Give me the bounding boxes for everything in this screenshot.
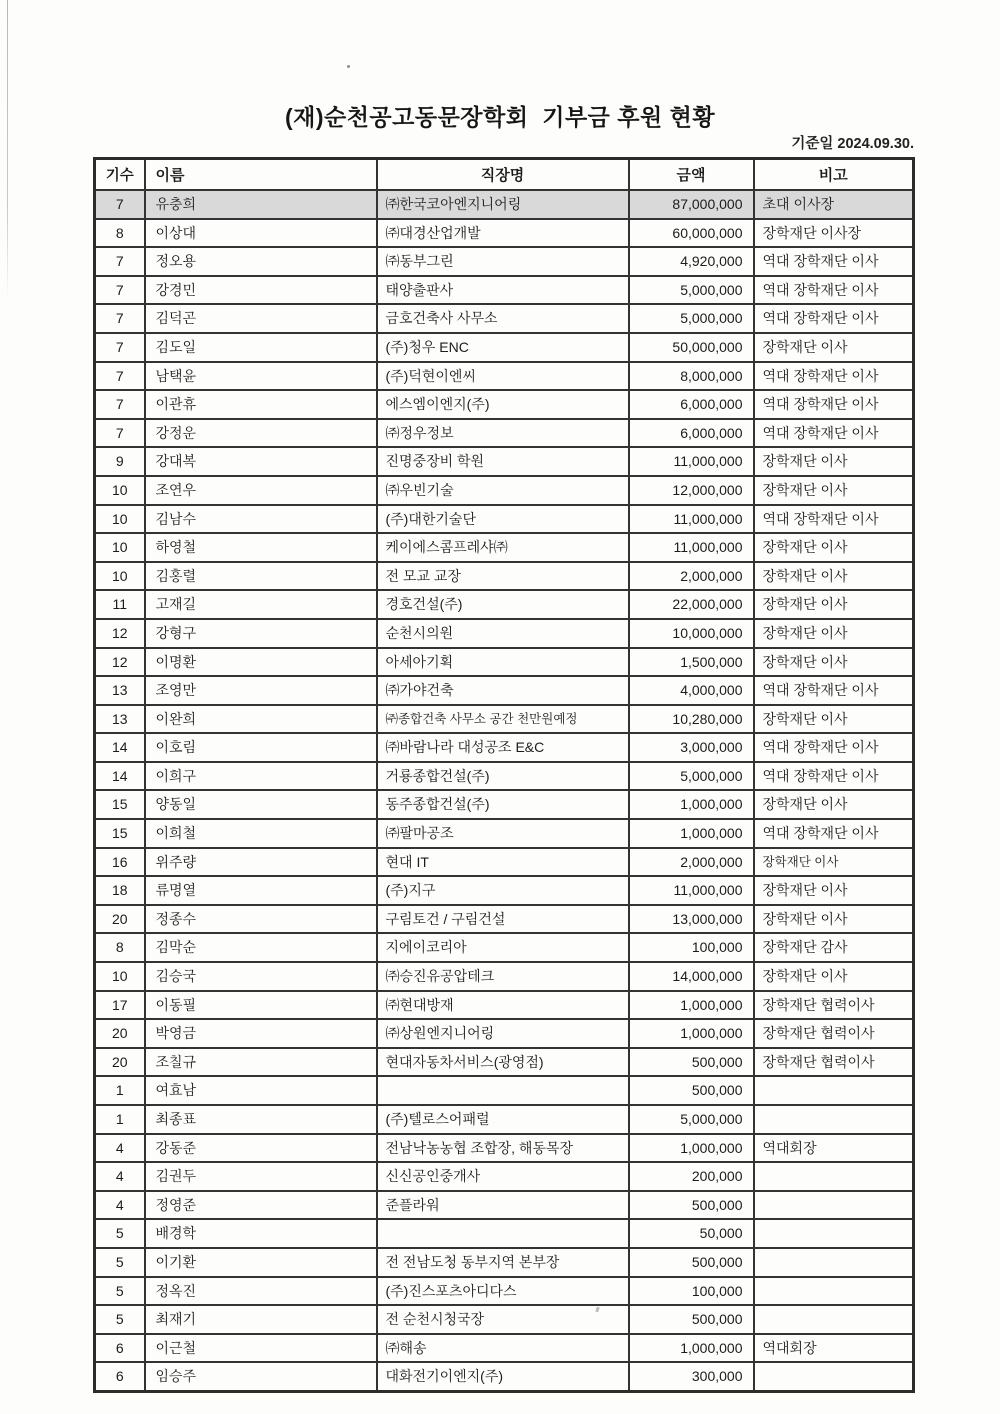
cell-note: 장학재단 이사: [754, 648, 914, 677]
cell-name: 이동필: [145, 991, 377, 1020]
table-row: [95, 1362, 914, 1391]
cell-workplace: 전남낙농농협 조합장, 해동목장: [377, 1134, 629, 1163]
cell-gisu: 18: [95, 876, 145, 905]
cell-note: 장학재단 이사: [754, 533, 914, 562]
cell-note: 장학재단 이사: [754, 876, 914, 905]
cell-workplace: (주)진스포츠아디다스: [377, 1277, 629, 1306]
cell-name: 최재기: [145, 1305, 377, 1334]
table-row: [95, 648, 914, 677]
cell-note: 역대 장학재단 이사: [754, 733, 914, 762]
cell-amount: 3,000,000: [629, 733, 754, 762]
cell-name: 임승주: [145, 1362, 377, 1391]
cell-amount: 1,000,000: [629, 1134, 754, 1163]
cell-amount: 500,000: [629, 1248, 754, 1277]
cell-name: 정영준: [145, 1191, 377, 1220]
cell-amount: 500,000: [629, 1076, 754, 1105]
cell-workplace: ㈜우빈기술: [377, 476, 629, 505]
cell-gisu: 4: [95, 1134, 145, 1163]
cell-name: 김막순: [145, 933, 377, 962]
cell-workplace: 에스엠이엔지(주): [377, 390, 629, 419]
cell-amount: 14,000,000: [629, 962, 754, 991]
cell-workplace: ㈜동부그린: [377, 247, 629, 276]
cell-workplace: ㈜승진유공압테크: [377, 962, 629, 991]
cell-gisu: 7: [95, 390, 145, 419]
cell-workplace: ㈜한국코아엔지니어링: [377, 190, 629, 219]
cell-name: 조연우: [145, 476, 377, 505]
cell-name: 이희철: [145, 819, 377, 848]
cell-name: 이관휴: [145, 390, 377, 419]
cell-workplace: 신신공인중개사: [377, 1162, 629, 1191]
cell-workplace: 구림토건 / 구림건설: [377, 905, 629, 934]
page-title: (재)순천공고동문장학회 기부금 후원 현황: [284, 104, 716, 130]
cell-workplace: [377, 1076, 629, 1105]
cell-gisu: 7: [95, 247, 145, 276]
cell-note: 초대 이사장: [754, 190, 914, 219]
donation-table: [93, 157, 915, 1393]
cell-workplace: ㈜바람나라 대성공조 E&C: [377, 733, 629, 762]
cell-workplace: 현대자동차서비스(광영점): [377, 1048, 629, 1077]
cell-note: [754, 1219, 914, 1248]
cell-workplace: ㈜팔마공조: [377, 819, 629, 848]
table-row: [95, 1019, 914, 1048]
cell-amount: 5,000,000: [629, 304, 754, 333]
cell-note: 역대 장학재단 이사: [754, 304, 914, 333]
cell-gisu: 10: [95, 962, 145, 991]
cell-amount: 1,000,000: [629, 790, 754, 819]
table-row: [95, 848, 914, 877]
table-row: [95, 933, 914, 962]
cell-gisu: 5: [95, 1277, 145, 1306]
cell-note: 장학재단 감사: [754, 933, 914, 962]
table-row: [95, 190, 914, 219]
table-row: [95, 790, 914, 819]
cell-amount: 4,000,000: [629, 676, 754, 705]
cell-name: 하영철: [145, 533, 377, 562]
cell-amount: 1,000,000: [629, 1019, 754, 1048]
table-row: [95, 390, 914, 419]
table-row: [95, 1305, 914, 1334]
header-name: 이름: [145, 159, 377, 191]
cell-workplace: 지에이코리아: [377, 933, 629, 962]
cell-amount: 22,000,000: [629, 590, 754, 619]
cell-note: 장학재단 이사: [754, 905, 914, 934]
cell-name: 정오용: [145, 247, 377, 276]
header-note: 비고: [754, 159, 914, 191]
cell-note: 역대 장학재단 이사: [754, 362, 914, 391]
table-row: [95, 762, 914, 791]
cell-amount: 11,000,000: [629, 876, 754, 905]
cell-workplace: ㈜가야건축: [377, 676, 629, 705]
cell-note: 장학재단 이사: [754, 447, 914, 476]
cell-note: 장학재단 이사: [754, 333, 914, 362]
cell-workplace: 거룡종합건설(주): [377, 762, 629, 791]
cell-gisu: 5: [95, 1219, 145, 1248]
cell-name: 이희구: [145, 762, 377, 791]
cell-amount: 12,000,000: [629, 476, 754, 505]
cell-name: 양동일: [145, 790, 377, 819]
table-row: [95, 447, 914, 476]
cell-amount: 500,000: [629, 1048, 754, 1077]
cell-name: 이기환: [145, 1248, 377, 1277]
cell-gisu: 6: [95, 1362, 145, 1391]
cell-amount: 4,920,000: [629, 247, 754, 276]
cell-amount: 6,000,000: [629, 390, 754, 419]
cell-gisu: 20: [95, 1048, 145, 1077]
cell-workplace: (주)덕현이엔씨: [377, 362, 629, 391]
cell-note: 장학재단 협력이사: [754, 991, 914, 1020]
cell-gisu: 7: [95, 190, 145, 219]
cell-gisu: 16: [95, 848, 145, 877]
cell-amount: 87,000,000: [629, 190, 754, 219]
cell-gisu: 5: [95, 1305, 145, 1334]
cell-amount: 300,000: [629, 1362, 754, 1391]
cell-name: 유충희: [145, 190, 377, 219]
scan-edge-artifact: [7, 0, 8, 300]
table-body: [95, 190, 914, 1391]
cell-name: 김남수: [145, 505, 377, 534]
reference-date: 기준일 2024.09.30.: [791, 136, 914, 152]
cell-note: 역대 장학재단 이사: [754, 505, 914, 534]
cell-gisu: 13: [95, 705, 145, 734]
cell-workplace: 금호건축사 사무소: [377, 304, 629, 333]
cell-amount: 100,000: [629, 933, 754, 962]
cell-gisu: 7: [95, 419, 145, 448]
cell-workplace: ㈜상원엔지니어링: [377, 1019, 629, 1048]
cell-workplace: (주)대한기술단: [377, 505, 629, 534]
table-row: [95, 476, 914, 505]
cell-amount: 1,000,000: [629, 819, 754, 848]
cell-gisu: 15: [95, 790, 145, 819]
cell-gisu: 20: [95, 905, 145, 934]
cell-workplace: 순천시의원: [377, 619, 629, 648]
cell-note: 장학재단 협력이사: [754, 1048, 914, 1077]
cell-amount: 11,000,000: [629, 533, 754, 562]
cell-gisu: 6: [95, 1334, 145, 1363]
table-row: [95, 219, 914, 248]
table-row: [95, 1076, 914, 1105]
cell-note: 장학재단 이사: [754, 848, 914, 877]
cell-name: 배경학: [145, 1219, 377, 1248]
table-row: [95, 1162, 914, 1191]
table-row: [95, 247, 914, 276]
cell-name: 류명열: [145, 876, 377, 905]
cell-gisu: 4: [95, 1162, 145, 1191]
cell-note: [754, 1076, 914, 1105]
table-row: [95, 676, 914, 705]
cell-amount: 11,000,000: [629, 447, 754, 476]
cell-name: 박영금: [145, 1019, 377, 1048]
cell-name: 김권두: [145, 1162, 377, 1191]
cell-amount: 5,000,000: [629, 276, 754, 305]
cell-amount: 2,000,000: [629, 848, 754, 877]
cell-note: 장학재단 이사: [754, 962, 914, 991]
table-row: [95, 819, 914, 848]
cell-workplace: 동주종합건설(주): [377, 790, 629, 819]
cell-name: 위주량: [145, 848, 377, 877]
cell-workplace: (주)지구: [377, 876, 629, 905]
cell-note: 장학재단 이사: [754, 590, 914, 619]
cell-gisu: 7: [95, 362, 145, 391]
cell-amount: 500,000: [629, 1305, 754, 1334]
scan-dot-artifact: [347, 65, 350, 68]
cell-amount: 8,000,000: [629, 362, 754, 391]
cell-name: 강경민: [145, 276, 377, 305]
cell-gisu: 10: [95, 505, 145, 534]
cell-name: 김승국: [145, 962, 377, 991]
table-row: [95, 1191, 914, 1220]
cell-note: [754, 1191, 914, 1220]
cell-note: 장학재단 이사: [754, 619, 914, 648]
cell-name: 여효남: [145, 1076, 377, 1105]
cell-note: 역대 장학재단 이사: [754, 762, 914, 791]
cell-workplace: ㈜정우정보: [377, 419, 629, 448]
cell-workplace: 전 전남도청 동부지역 본부장: [377, 1248, 629, 1277]
cell-name: 강형구: [145, 619, 377, 648]
cell-gisu: 20: [95, 1019, 145, 1048]
cell-gisu: 8: [95, 933, 145, 962]
cell-gisu: 14: [95, 762, 145, 791]
table-row: [95, 1219, 914, 1248]
table-row: [95, 1334, 914, 1363]
cell-amount: 5,000,000: [629, 762, 754, 791]
cell-amount: 50,000,000: [629, 333, 754, 362]
cell-note: 장학재단 협력이사: [754, 1019, 914, 1048]
cell-gisu: 12: [95, 619, 145, 648]
header-gisu: 기수: [95, 159, 145, 191]
cell-name: 이명환: [145, 648, 377, 677]
cell-note: [754, 1305, 914, 1334]
table-row: [95, 590, 914, 619]
cell-workplace: 경호건설(주): [377, 590, 629, 619]
cell-note: 역대 장학재단 이사: [754, 276, 914, 305]
cell-amount: 100,000: [629, 1277, 754, 1306]
cell-name: 이상대: [145, 219, 377, 248]
cell-gisu: 17: [95, 991, 145, 1020]
cell-note: 역대 장학재단 이사: [754, 676, 914, 705]
cell-amount: 1,000,000: [629, 991, 754, 1020]
table-row: [95, 1048, 914, 1077]
cell-gisu: 4: [95, 1191, 145, 1220]
cell-amount: 10,280,000: [629, 705, 754, 734]
cell-workplace: 진명중장비 학원: [377, 447, 629, 476]
cell-name: 강동준: [145, 1134, 377, 1163]
cell-note: [754, 1105, 914, 1134]
cell-note: 역대 장학재단 이사: [754, 419, 914, 448]
cell-gisu: 12: [95, 648, 145, 677]
cell-amount: 13,000,000: [629, 905, 754, 934]
cell-workplace: (주)텔로스어패럴: [377, 1105, 629, 1134]
table-row: [95, 1277, 914, 1306]
table-row: [95, 533, 914, 562]
cell-amount: 1,500,000: [629, 648, 754, 677]
table-row: [95, 562, 914, 591]
cell-note: [754, 1362, 914, 1391]
cell-workplace: 현대 IT: [377, 848, 629, 877]
cell-gisu: 13: [95, 676, 145, 705]
table-row: [95, 1105, 914, 1134]
cell-amount: 60,000,000: [629, 219, 754, 248]
cell-name: 김덕곤: [145, 304, 377, 333]
cell-name: 조칠규: [145, 1048, 377, 1077]
cell-gisu: 10: [95, 562, 145, 591]
cell-workplace: 준플라워: [377, 1191, 629, 1220]
table-row: [95, 962, 914, 991]
table-row: [95, 304, 914, 333]
cell-name: 정옥진: [145, 1277, 377, 1306]
table-row: [95, 876, 914, 905]
cell-note: 장학재단 이사: [754, 476, 914, 505]
table-row: [95, 276, 914, 305]
table-row: [95, 905, 914, 934]
cell-gisu: 7: [95, 276, 145, 305]
cell-workplace: ㈜해송: [377, 1334, 629, 1363]
cell-gisu: 7: [95, 333, 145, 362]
cell-workplace: 전 모교 교장: [377, 562, 629, 591]
cell-workplace: 케이에스콤프레샤㈜: [377, 533, 629, 562]
cell-gisu: 10: [95, 476, 145, 505]
cell-gisu: 9: [95, 447, 145, 476]
cell-name: 이근철: [145, 1334, 377, 1363]
cell-workplace: 아세아기획: [377, 648, 629, 677]
cell-workplace: ㈜현대방재: [377, 991, 629, 1020]
cell-note: [754, 1248, 914, 1277]
cell-name: 김도일: [145, 333, 377, 362]
cell-gisu: 10: [95, 533, 145, 562]
cell-amount: 500,000: [629, 1191, 754, 1220]
cell-note: 장학재단 이사: [754, 562, 914, 591]
cell-amount: 200,000: [629, 1162, 754, 1191]
cell-workplace: (주)청우 ENC: [377, 333, 629, 362]
cell-gisu: 1: [95, 1105, 145, 1134]
cell-name: 이호림: [145, 733, 377, 762]
cell-name: 김홍렬: [145, 562, 377, 591]
cell-name: 강정운: [145, 419, 377, 448]
cell-note: 역대 장학재단 이사: [754, 390, 914, 419]
cell-workplace: 전 순천시청국장: [377, 1305, 629, 1334]
table-row: [95, 333, 914, 362]
cell-gisu: 14: [95, 733, 145, 762]
cell-note: 역대 장학재단 이사: [754, 819, 914, 848]
cell-name: 조영만: [145, 676, 377, 705]
table-header: [95, 159, 914, 191]
table-row: [95, 705, 914, 734]
cell-gisu: 5: [95, 1248, 145, 1277]
cell-name: 고재길: [145, 590, 377, 619]
header-amount: 금액: [629, 159, 754, 191]
cell-workplace: ㈜대경산업개발: [377, 219, 629, 248]
cell-name: 최종표: [145, 1105, 377, 1134]
cell-gisu: 8: [95, 219, 145, 248]
cell-note: 역대 장학재단 이사: [754, 247, 914, 276]
table-row: [95, 991, 914, 1020]
cell-gisu: 15: [95, 819, 145, 848]
table-row: [95, 1248, 914, 1277]
cell-gisu: 11: [95, 590, 145, 619]
cell-amount: 11,000,000: [629, 505, 754, 534]
cell-amount: 5,000,000: [629, 1105, 754, 1134]
cell-amount: 2,000,000: [629, 562, 754, 591]
table-row: [95, 1134, 914, 1163]
cell-workplace: [377, 1219, 629, 1248]
cell-amount: 1,000,000: [629, 1334, 754, 1363]
cell-amount: 6,000,000: [629, 419, 754, 448]
cell-amount: 50,000: [629, 1219, 754, 1248]
cell-name: 이완희: [145, 705, 377, 734]
cell-gisu: 1: [95, 1076, 145, 1105]
table-row: [95, 733, 914, 762]
cell-workplace: ㈜종합건축 사무소 공간 천만원예정: [377, 705, 629, 734]
header-workplace: 직장명: [377, 159, 629, 191]
cell-name: 남택윤: [145, 362, 377, 391]
cell-amount: 10,000,000: [629, 619, 754, 648]
cell-name: 강대복: [145, 447, 377, 476]
cell-note: 역대회장: [754, 1334, 914, 1363]
table-row: [95, 419, 914, 448]
cell-note: 장학재단 이사: [754, 790, 914, 819]
table-row: [95, 362, 914, 391]
cell-note: 장학재단 이사장: [754, 219, 914, 248]
cell-gisu: 7: [95, 304, 145, 333]
cell-note: 역대회장: [754, 1134, 914, 1163]
cell-note: [754, 1162, 914, 1191]
header-row: [95, 159, 914, 191]
cell-workplace: 태양출판사: [377, 276, 629, 305]
table-row: [95, 619, 914, 648]
cell-note: 장학재단 이사: [754, 705, 914, 734]
table-row: [95, 505, 914, 534]
cell-name: 정종수: [145, 905, 377, 934]
cell-workplace: 대화전기이엔지(주): [377, 1362, 629, 1391]
cell-note: [754, 1277, 914, 1306]
